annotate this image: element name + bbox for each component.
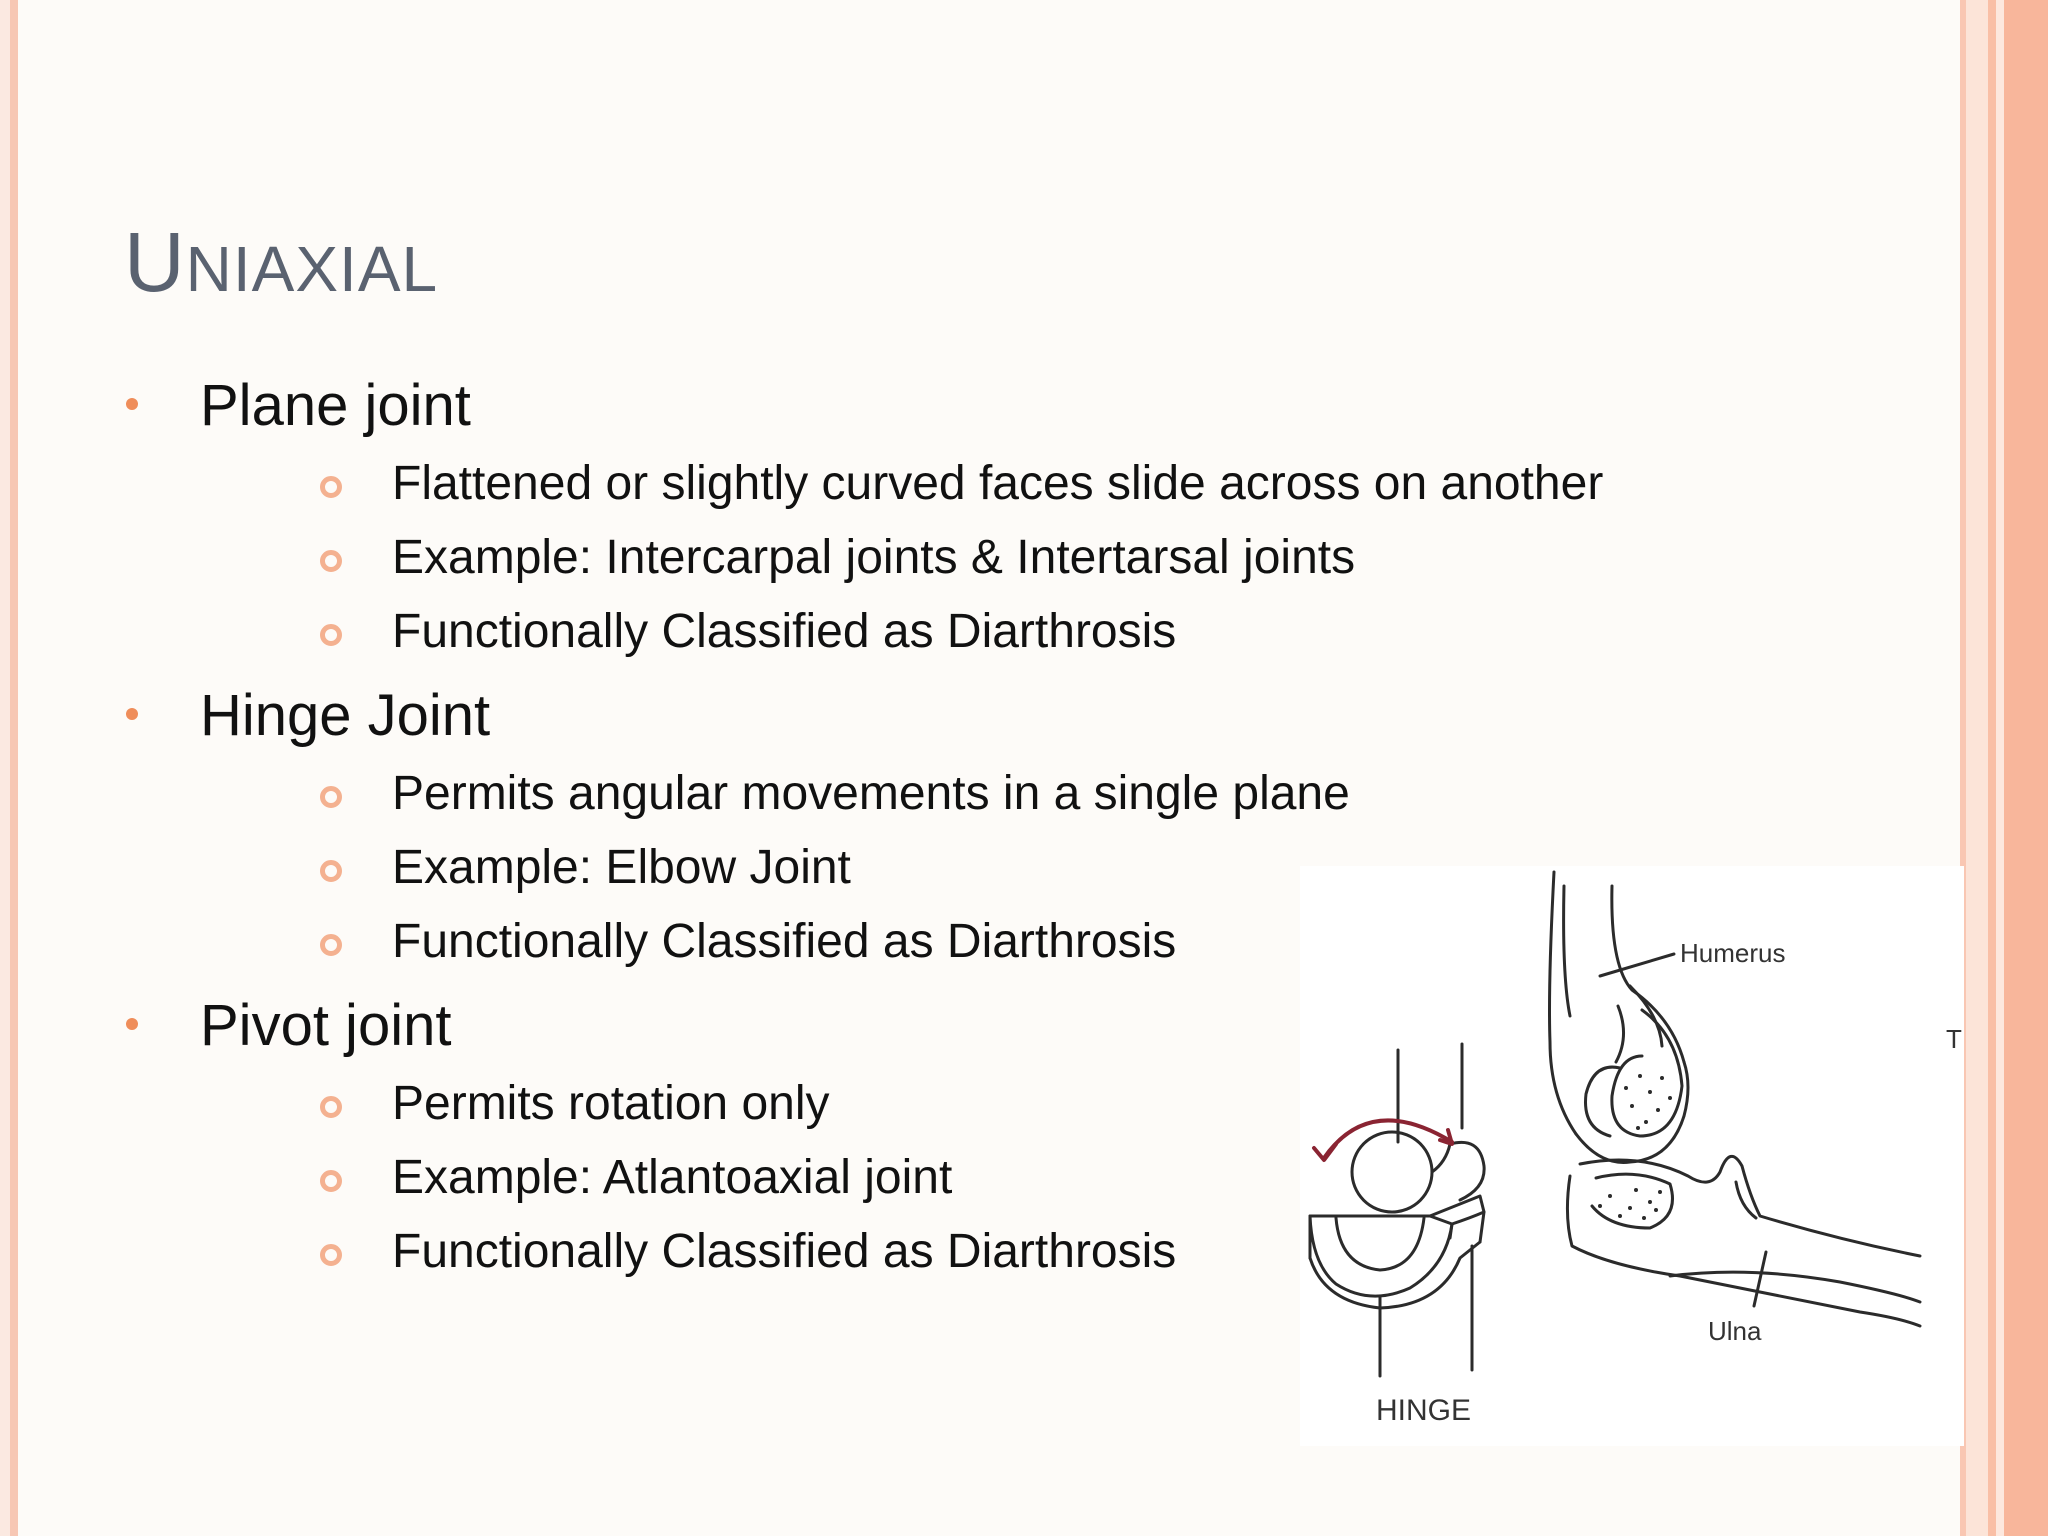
slide-title [124, 214, 438, 311]
sub-bullet-item [120, 598, 1720, 672]
bullet-dot-icon [126, 1018, 138, 1030]
hollow-circle-bullet-icon [320, 860, 342, 882]
sub-bullet-text: Example: Atlantoaxial joint [392, 1151, 953, 1204]
hinge-elbow-drawing [1300, 866, 1964, 1446]
bullet-dot-icon [126, 398, 138, 410]
hollow-circle-bullet-icon [320, 1096, 342, 1118]
hollow-circle-bullet-icon [320, 934, 342, 956]
hollow-circle-bullet-icon [320, 476, 342, 498]
title-initial: U [124, 215, 186, 309]
sub-bullet-item [120, 760, 1720, 834]
sub-bullet-text: Permits rotation only [392, 1077, 830, 1130]
hollow-circle-bullet-icon [320, 1244, 342, 1266]
bullet-label: Pivot joint [200, 993, 452, 1058]
sub-bullet-item [120, 524, 1720, 598]
label-humerus: Humerus [1680, 938, 1786, 968]
sub-bullet-text: Permits angular movements in a single plane [392, 767, 1350, 820]
hinge-schematic [1310, 1044, 1484, 1376]
sub-bullet-text: Example: Intercarpal joints & Intertarsal joints [392, 531, 1356, 584]
label-hinge: HINGE [1376, 1394, 1472, 1427]
bullet-label: Hinge Joint [200, 683, 491, 748]
right-decorative-stripes [1956, 0, 2048, 1536]
left-decorative-border [0, 0, 26, 1536]
sub-bullet-text: Functionally Classified as Diarthrosis [392, 915, 1177, 968]
title-rest: NIAXIAL [185, 233, 439, 305]
hollow-circle-bullet-icon [320, 550, 342, 572]
sub-bullet-text: Functionally Classified as Diarthrosis [392, 1225, 1177, 1278]
hollow-circle-bullet-icon [320, 624, 342, 646]
sub-bullet-text: Functionally Classified as Diarthrosis [392, 605, 1177, 658]
sub-bullet-item [120, 450, 1720, 524]
bullet-item-plane-joint [120, 368, 1720, 450]
bone-texture [1598, 1074, 1672, 1220]
rotation-arrow-icon [1314, 1120, 1452, 1160]
hollow-circle-bullet-icon [320, 786, 342, 808]
bullet-dot-icon [126, 708, 138, 720]
bullet-item-hinge-joint [120, 678, 1720, 760]
hinge-joint-illustration [1300, 866, 1964, 1446]
hollow-circle-bullet-icon [320, 1170, 342, 1192]
sub-bullet-text: Flattened or slightly curved faces slide across on another [392, 457, 1604, 510]
cropped-label-fragment: T [1946, 1024, 1962, 1054]
bullet-label: Plane joint [200, 373, 471, 438]
sub-bullet-text: Example: Elbow Joint [392, 841, 851, 894]
label-ulna: Ulna [1708, 1316, 1762, 1346]
